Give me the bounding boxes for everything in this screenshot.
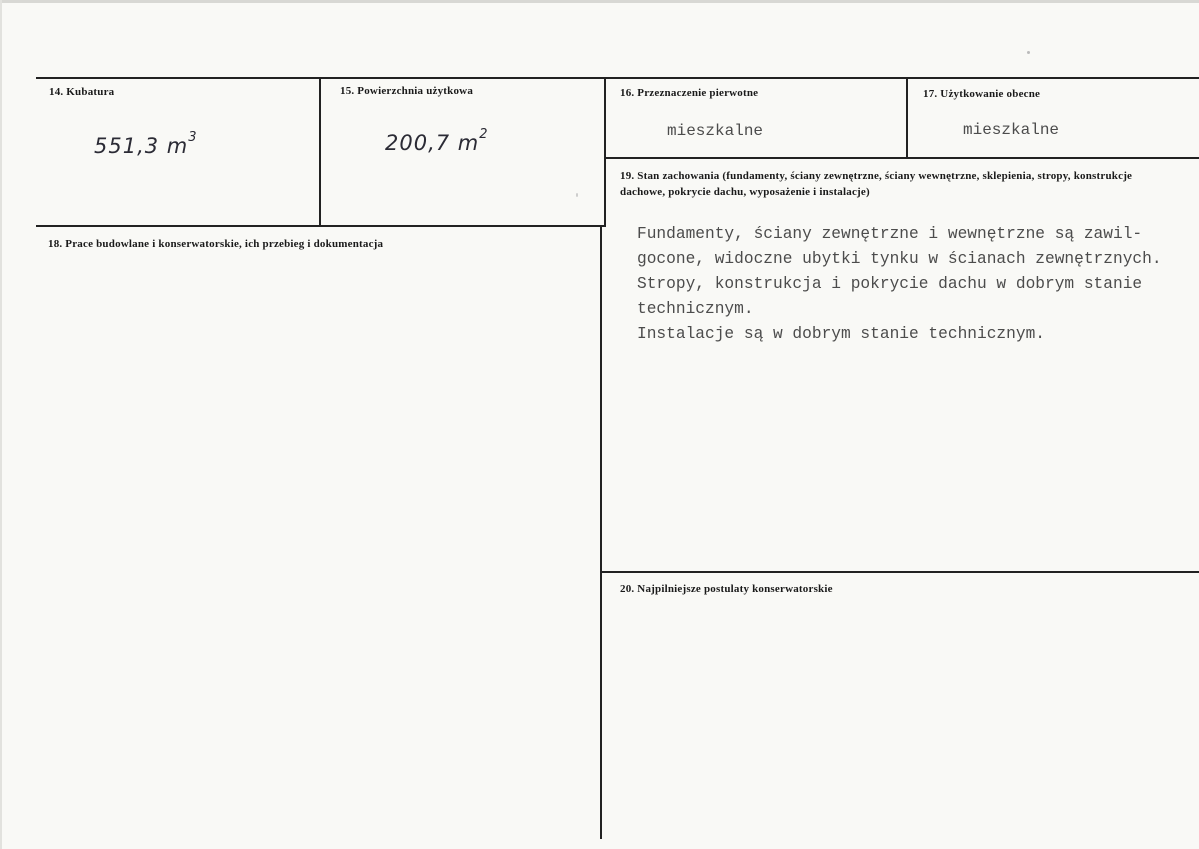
field-19-label: 19. Stan zachowania (fundamenty, ściany zewnętrzne, ściany wewnętrzne, sklepienia, stropy, konstrukcje dachowe, pokrycie dachu, wyposażenie i instalacje) bbox=[620, 170, 1133, 198]
field-18-label: 18. Prace budowlane i konserwatorskie, ich przebieg i dokumentacja bbox=[48, 238, 384, 250]
rule-under-14-15 bbox=[36, 225, 606, 227]
field-19-text: Fundamenty, ściany zewnętrzne i wewnętrzne są zawil- gocone, widoczne ubytki tynku w ścianach zewnętrznych. Stropy, konstrukcja i pokrycie dachu w dobrym stanie technicznym. Instalacje są w dobrym stanie technicznym. bbox=[637, 225, 1162, 343]
powierzchnia-exponent: 2 bbox=[479, 127, 489, 142]
rule-under-16-17 bbox=[606, 157, 1199, 159]
field-15-value bbox=[385, 127, 489, 155]
kubatura-value-text: 551,3 m bbox=[94, 134, 189, 158]
divider-middle-bottom bbox=[600, 225, 602, 839]
field-17-label: 17. Użytkowanie obecne bbox=[923, 88, 1041, 100]
field-17-value: mieszkalne bbox=[963, 121, 1060, 139]
powierzchnia-value-text: 200,7 m bbox=[385, 131, 480, 155]
divider-middle-top bbox=[604, 77, 606, 227]
kubatura-exponent: 3 bbox=[188, 130, 198, 145]
field-14-value bbox=[94, 130, 198, 158]
top-rule bbox=[36, 77, 1199, 79]
paper-speck bbox=[576, 193, 578, 197]
field-16-value: mieszkalne bbox=[667, 122, 764, 140]
rule-above-20 bbox=[601, 571, 1199, 573]
field-15-label: 15. Powierzchnia użytkowa bbox=[340, 85, 474, 97]
divider-14-15 bbox=[319, 77, 321, 226]
field-16-label: 16. Przeznaczenie pierwotne bbox=[620, 87, 759, 99]
field-20-label: 20. Najpilniejsze postulaty konserwatorskie bbox=[620, 583, 833, 595]
paper-top-edge bbox=[0, 0, 1199, 3]
paper-speck bbox=[1027, 51, 1030, 54]
paper-left-edge bbox=[0, 0, 2, 849]
divider-16-17 bbox=[906, 77, 908, 158]
field-14-label: 14. Kubatura bbox=[49, 86, 115, 98]
